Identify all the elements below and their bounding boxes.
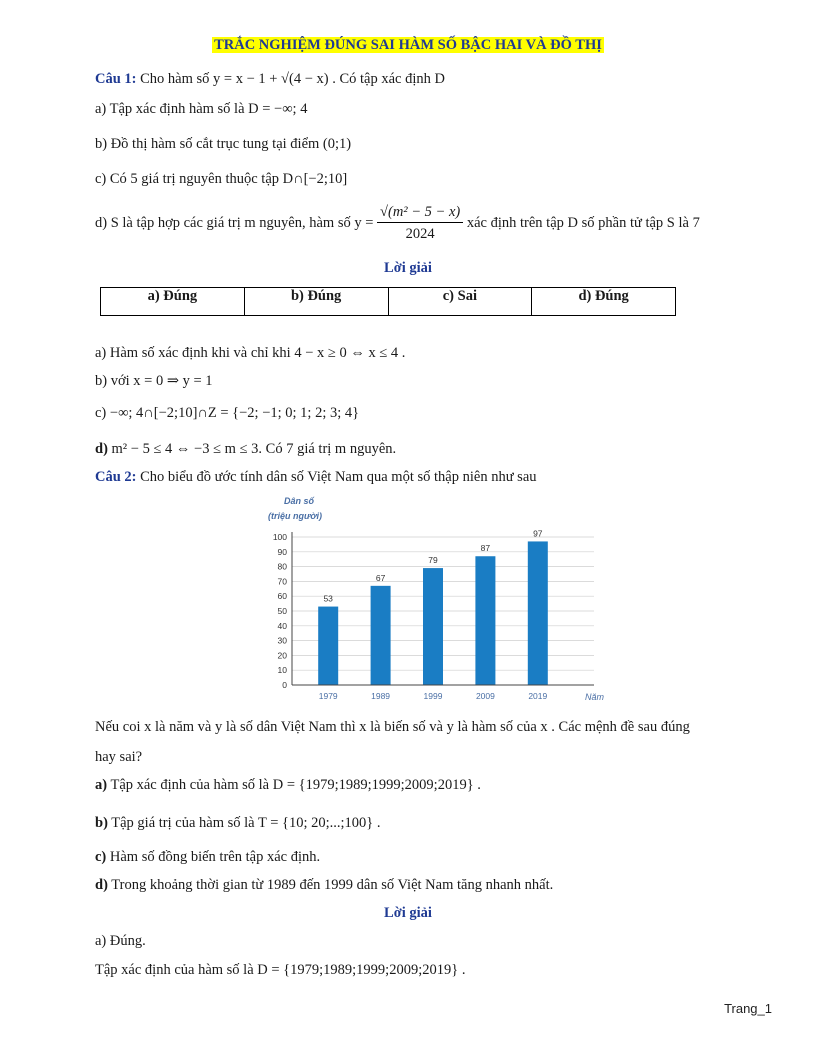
q1-solution-heading: Lời giải [384,260,432,276]
q1-solution-d-label: d) [95,441,108,457]
chart-xtick-label: 1979 [318,691,338,701]
chart-ytick-label: 60 [277,591,287,602]
chart-bar-2009 [475,556,495,685]
page-title: TRẮC NGHIỆM ĐÚNG SAI HÀM SỐ BẬC HAI VÀ ĐỒ THỊ [214,37,602,53]
q1-statement-b: b) Đồ thị hàm số cắt trục tung tại điểm (0;1) [95,136,352,152]
chart-ytick-label: 100 [272,532,287,542]
q2-d-text: Trong khoảng thời gian từ 1989 đến 1999 dân số Việt Nam tăng nhanh nhất. [107,877,554,893]
q2-a-label: a) [95,777,108,793]
page-footer: Trang_1 [724,1001,772,1016]
q2-label: Câu 2: [95,469,137,485]
population-bar-chart [262,492,612,708]
q2-statement-a [95,777,481,794]
q2-solution-a-detail: Tập xác định của hàm số là D = {1979;1989;1999;2009;2019} . [95,962,466,978]
q2-c-text: Hàm số đồng biến trên tập xác định. [106,849,321,865]
q1-statement-a: a) Tập xác định hàm số là D = −∞; 4 [95,101,308,117]
q1-solution-d [95,441,396,458]
q2-d-label: d) [95,877,108,893]
chart-xtick-label: 1999 [423,691,443,701]
q1-d-post: xác định trên tập D số phần tử tập S là 7 [466,214,700,231]
q1-d-pre: d) S là tập hợp các giá trị m nguyên, hàm số y = [95,214,374,231]
q1-statement-d [95,204,700,243]
chart-xtick-label: 2009 [475,691,495,701]
q1-text: Cho hàm số y = x − 1 + √(4 − x) . Có tập xác định D [136,71,445,87]
q2-statement-d [95,877,553,894]
q2-text: Cho biểu đồ ước tính dân số Việt Nam qua một số thập niên như sau [136,469,537,485]
q2-solution-a: a) Đúng. [95,933,146,949]
q1-prompt [95,71,445,88]
chart-ylabel-line2: (triệu người) [268,511,322,521]
chart-ytick-label: 0 [282,680,287,690]
chart-ytick-label: 80 [277,561,287,572]
q2-paragraph-line1: Nếu coi x là năm và y là số dân Việt Nam thì x là biến số và y là hàm số của x . Các mệnh đề sau đúng [95,719,690,735]
q1-answer-table [100,287,676,316]
q1-d-denominator: 2024 [405,226,435,242]
q2-c-label: c) [95,849,107,865]
chart-bar-1989 [371,586,391,685]
answer-cell-a: a) Đúng [101,288,245,316]
q1-statement-c: c) Có 5 giá trị nguyên thuộc tập D∩[−2;10] [95,171,348,187]
chart-xtick-label: 2019 [528,691,548,701]
chart-ytick-label: 10 [277,665,287,676]
chart-ytick-label: 50 [277,606,287,616]
answer-cell-d: d) Đúng [532,288,676,316]
q1-d-fraction [377,204,463,243]
chart-data-label: 87 [480,543,491,554]
chart-bar-1999 [423,568,443,685]
chart-xtick-label: 1989 [371,691,391,701]
q1-label: Câu 1: [95,71,137,87]
answer-cell-c: c) Sai [388,288,532,316]
chart-bar-2019 [528,541,548,685]
chart-bar-1979 [318,607,338,685]
chart-xlabel: Năm [585,692,605,702]
q1-solution-b: b) với x = 0 ⇒ y = 1 [95,373,213,389]
chart-data-label: 79 [428,555,438,566]
q2-prompt [95,469,537,486]
q2-statement-c [95,849,320,866]
q1-d-numerator: √(m² − 5 − x) [377,204,463,223]
chart-ylabel-line1: Dân số [284,496,315,506]
table-row [101,288,676,316]
q1-solution-d-text: m² − 5 ≤ 4 ⇔ −3 ≤ m ≤ 3. Có 7 giá trị m nguyên. [107,441,397,457]
chart-ytick-label: 70 [277,576,287,587]
chart-data-label: 53 [323,593,333,604]
q2-solution-heading: Lời giải [384,905,432,921]
chart-data-label: 67 [375,572,386,583]
chart-data-label: 97 [533,528,543,539]
q2-statement-b [95,815,381,832]
q2-a-text: Tập xác định của hàm số là D = {1979;1989;1999;2009;2019} . [107,777,481,793]
answer-cell-b: b) Đúng [244,288,388,316]
q2-b-label: b) [95,815,108,831]
q2-paragraph-line2: hay sai? [95,749,143,765]
chart-ytick-label: 30 [277,635,287,646]
q2-b-text: Tập giá trị của hàm số là T = {10; 20;...;100} . [107,815,381,831]
q1-solution-c: c) −∞; 4∩[−2;10]∩Z = {−2; −1; 0; 1; 2; 3; 4} [95,405,360,421]
q1-solution-a: a) Hàm số xác định khi và chỉ khi 4 − x ≥ 0 ⇔ x ≤ 4 . [95,345,406,361]
chart-ytick-label: 90 [277,546,287,557]
chart-ytick-label: 40 [277,620,287,631]
chart-ytick-label: 20 [277,650,287,661]
